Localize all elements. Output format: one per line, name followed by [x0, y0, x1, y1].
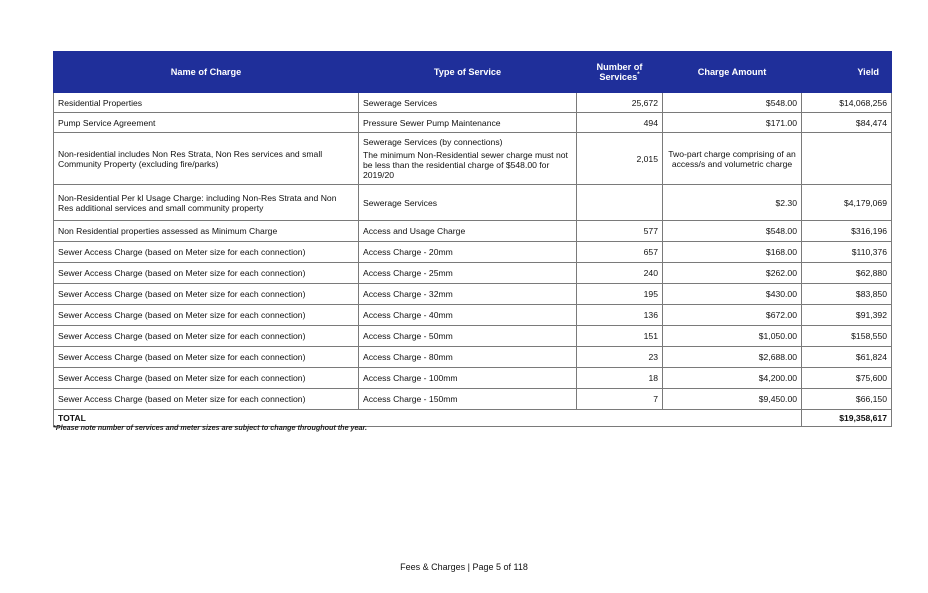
table-row: [54, 368, 892, 389]
cell-yield: $110,376: [802, 242, 892, 263]
cell-type-note: The minimum Non-Residential sewer charge must not be less than the residential charge of $548.00 for 2019/20: [363, 150, 568, 180]
cell-type: [359, 133, 577, 185]
cell-type: Access Charge - 80mm: [359, 347, 577, 368]
cell-yield: $91,392: [802, 305, 892, 326]
cell-yield: $4,179,069: [802, 185, 892, 221]
cell-name: Sewer Access Charge (based on Meter size for each connection): [54, 305, 359, 326]
cell-name: Sewer Access Charge (based on Meter size for each connection): [54, 389, 359, 410]
table-row: [54, 133, 892, 185]
cell-name: Sewer Access Charge (based on Meter size for each connection): [54, 347, 359, 368]
cell-number: 136: [577, 305, 663, 326]
table-row: [54, 326, 892, 347]
cell-type: Access Charge - 32mm: [359, 284, 577, 305]
table-row: [54, 242, 892, 263]
header-number-of-services: [577, 52, 663, 93]
cell-amount: $672.00: [663, 305, 802, 326]
table-row: [54, 389, 892, 410]
cell-amount: $2.30: [663, 185, 802, 221]
cell-name: Sewer Access Charge (based on Meter size for each connection): [54, 368, 359, 389]
cell-name: Sewer Access Charge (based on Meter size for each connection): [54, 326, 359, 347]
header-charge-amount: Charge Amount: [663, 52, 802, 93]
header-number-footnote-mark: *: [637, 71, 640, 78]
table-row: [54, 185, 892, 221]
cell-type: Access Charge - 25mm: [359, 263, 577, 284]
header-number-label: Number of Services: [596, 61, 643, 83]
header-name-of-charge: Name of Charge: [54, 52, 359, 93]
cell-amount: $171.00: [663, 113, 802, 133]
cell-name: Non Residential properties assessed as Minimum Charge: [54, 221, 359, 242]
cell-amount: $430.00: [663, 284, 802, 305]
table-row: [54, 221, 892, 242]
cell-number: [577, 185, 663, 221]
cell-name: Non-residential includes Non Res Strata, Non Res services and small Community Property (excluding fire/parks): [54, 133, 359, 185]
cell-yield: $62,880: [802, 263, 892, 284]
cell-type: Sewerage Services: [359, 185, 577, 221]
cell-amount: Two-part charge comprising of an access/s and volumetric charge: [663, 133, 802, 185]
cell-name: Sewer Access Charge (based on Meter size for each connection): [54, 284, 359, 305]
cell-number: 195: [577, 284, 663, 305]
cell-yield: $158,550: [802, 326, 892, 347]
table-row: [54, 113, 892, 133]
cell-number: 18: [577, 368, 663, 389]
table-row: [54, 347, 892, 368]
table-row: [54, 284, 892, 305]
header-yield: Yield: [802, 52, 892, 93]
total-yield: $19,358,617: [802, 410, 892, 427]
cell-amount: $168.00: [663, 242, 802, 263]
cell-yield: [802, 133, 892, 185]
cell-yield: $83,850: [802, 284, 892, 305]
cell-yield: $14,068,256: [802, 93, 892, 113]
cell-yield: $84,474: [802, 113, 892, 133]
cell-number: 494: [577, 113, 663, 133]
cell-number: 2,015: [577, 133, 663, 185]
cell-name: Sewer Access Charge (based on Meter size for each connection): [54, 263, 359, 284]
cell-number: 7: [577, 389, 663, 410]
total-label: TOTAL: [54, 410, 802, 427]
table-row: [54, 93, 892, 113]
cell-number: 25,672: [577, 93, 663, 113]
table-row: [54, 305, 892, 326]
cell-number: 657: [577, 242, 663, 263]
cell-name: Pump Service Agreement: [54, 113, 359, 133]
cell-type: Access Charge - 20mm: [359, 242, 577, 263]
cell-number: 151: [577, 326, 663, 347]
cell-amount: $548.00: [663, 93, 802, 113]
fees-table: [53, 51, 892, 427]
cell-yield: $316,196: [802, 221, 892, 242]
footnote: *Please note number of services and meter sizes are subject to change throughout the year.: [53, 423, 367, 432]
cell-name: Non-Residential Per kl Usage Charge: including Non-Res Strata and Non Res additional services and small community property: [54, 185, 359, 221]
header-type-of-service: Type of Service: [359, 52, 577, 93]
table-header-row: [54, 52, 892, 93]
cell-type: Sewerage Services: [359, 93, 577, 113]
cell-type: Access Charge - 100mm: [359, 368, 577, 389]
cell-amount: $1,050.00: [663, 326, 802, 347]
cell-yield: $75,600: [802, 368, 892, 389]
cell-type: Access Charge - 50mm: [359, 326, 577, 347]
cell-yield: $66,150: [802, 389, 892, 410]
cell-yield: $61,824: [802, 347, 892, 368]
cell-amount: $262.00: [663, 263, 802, 284]
cell-type: Access and Usage Charge: [359, 221, 577, 242]
cell-name: Sewer Access Charge (based on Meter size for each connection): [54, 242, 359, 263]
cell-number: 577: [577, 221, 663, 242]
cell-amount: $4,200.00: [663, 368, 802, 389]
cell-type: Pressure Sewer Pump Maintenance: [359, 113, 577, 133]
cell-type-label: Sewerage Services (by connections): [363, 137, 503, 147]
cell-type: Access Charge - 150mm: [359, 389, 577, 410]
table-row: [54, 263, 892, 284]
cell-number: 23: [577, 347, 663, 368]
page-footer: Fees & Charges | Page 5 of 118: [400, 562, 528, 572]
cell-amount: $548.00: [663, 221, 802, 242]
cell-number: 240: [577, 263, 663, 284]
cell-name: Residential Properties: [54, 93, 359, 113]
cell-type: Access Charge - 40mm: [359, 305, 577, 326]
cell-amount: $2,688.00: [663, 347, 802, 368]
cell-amount: $9,450.00: [663, 389, 802, 410]
